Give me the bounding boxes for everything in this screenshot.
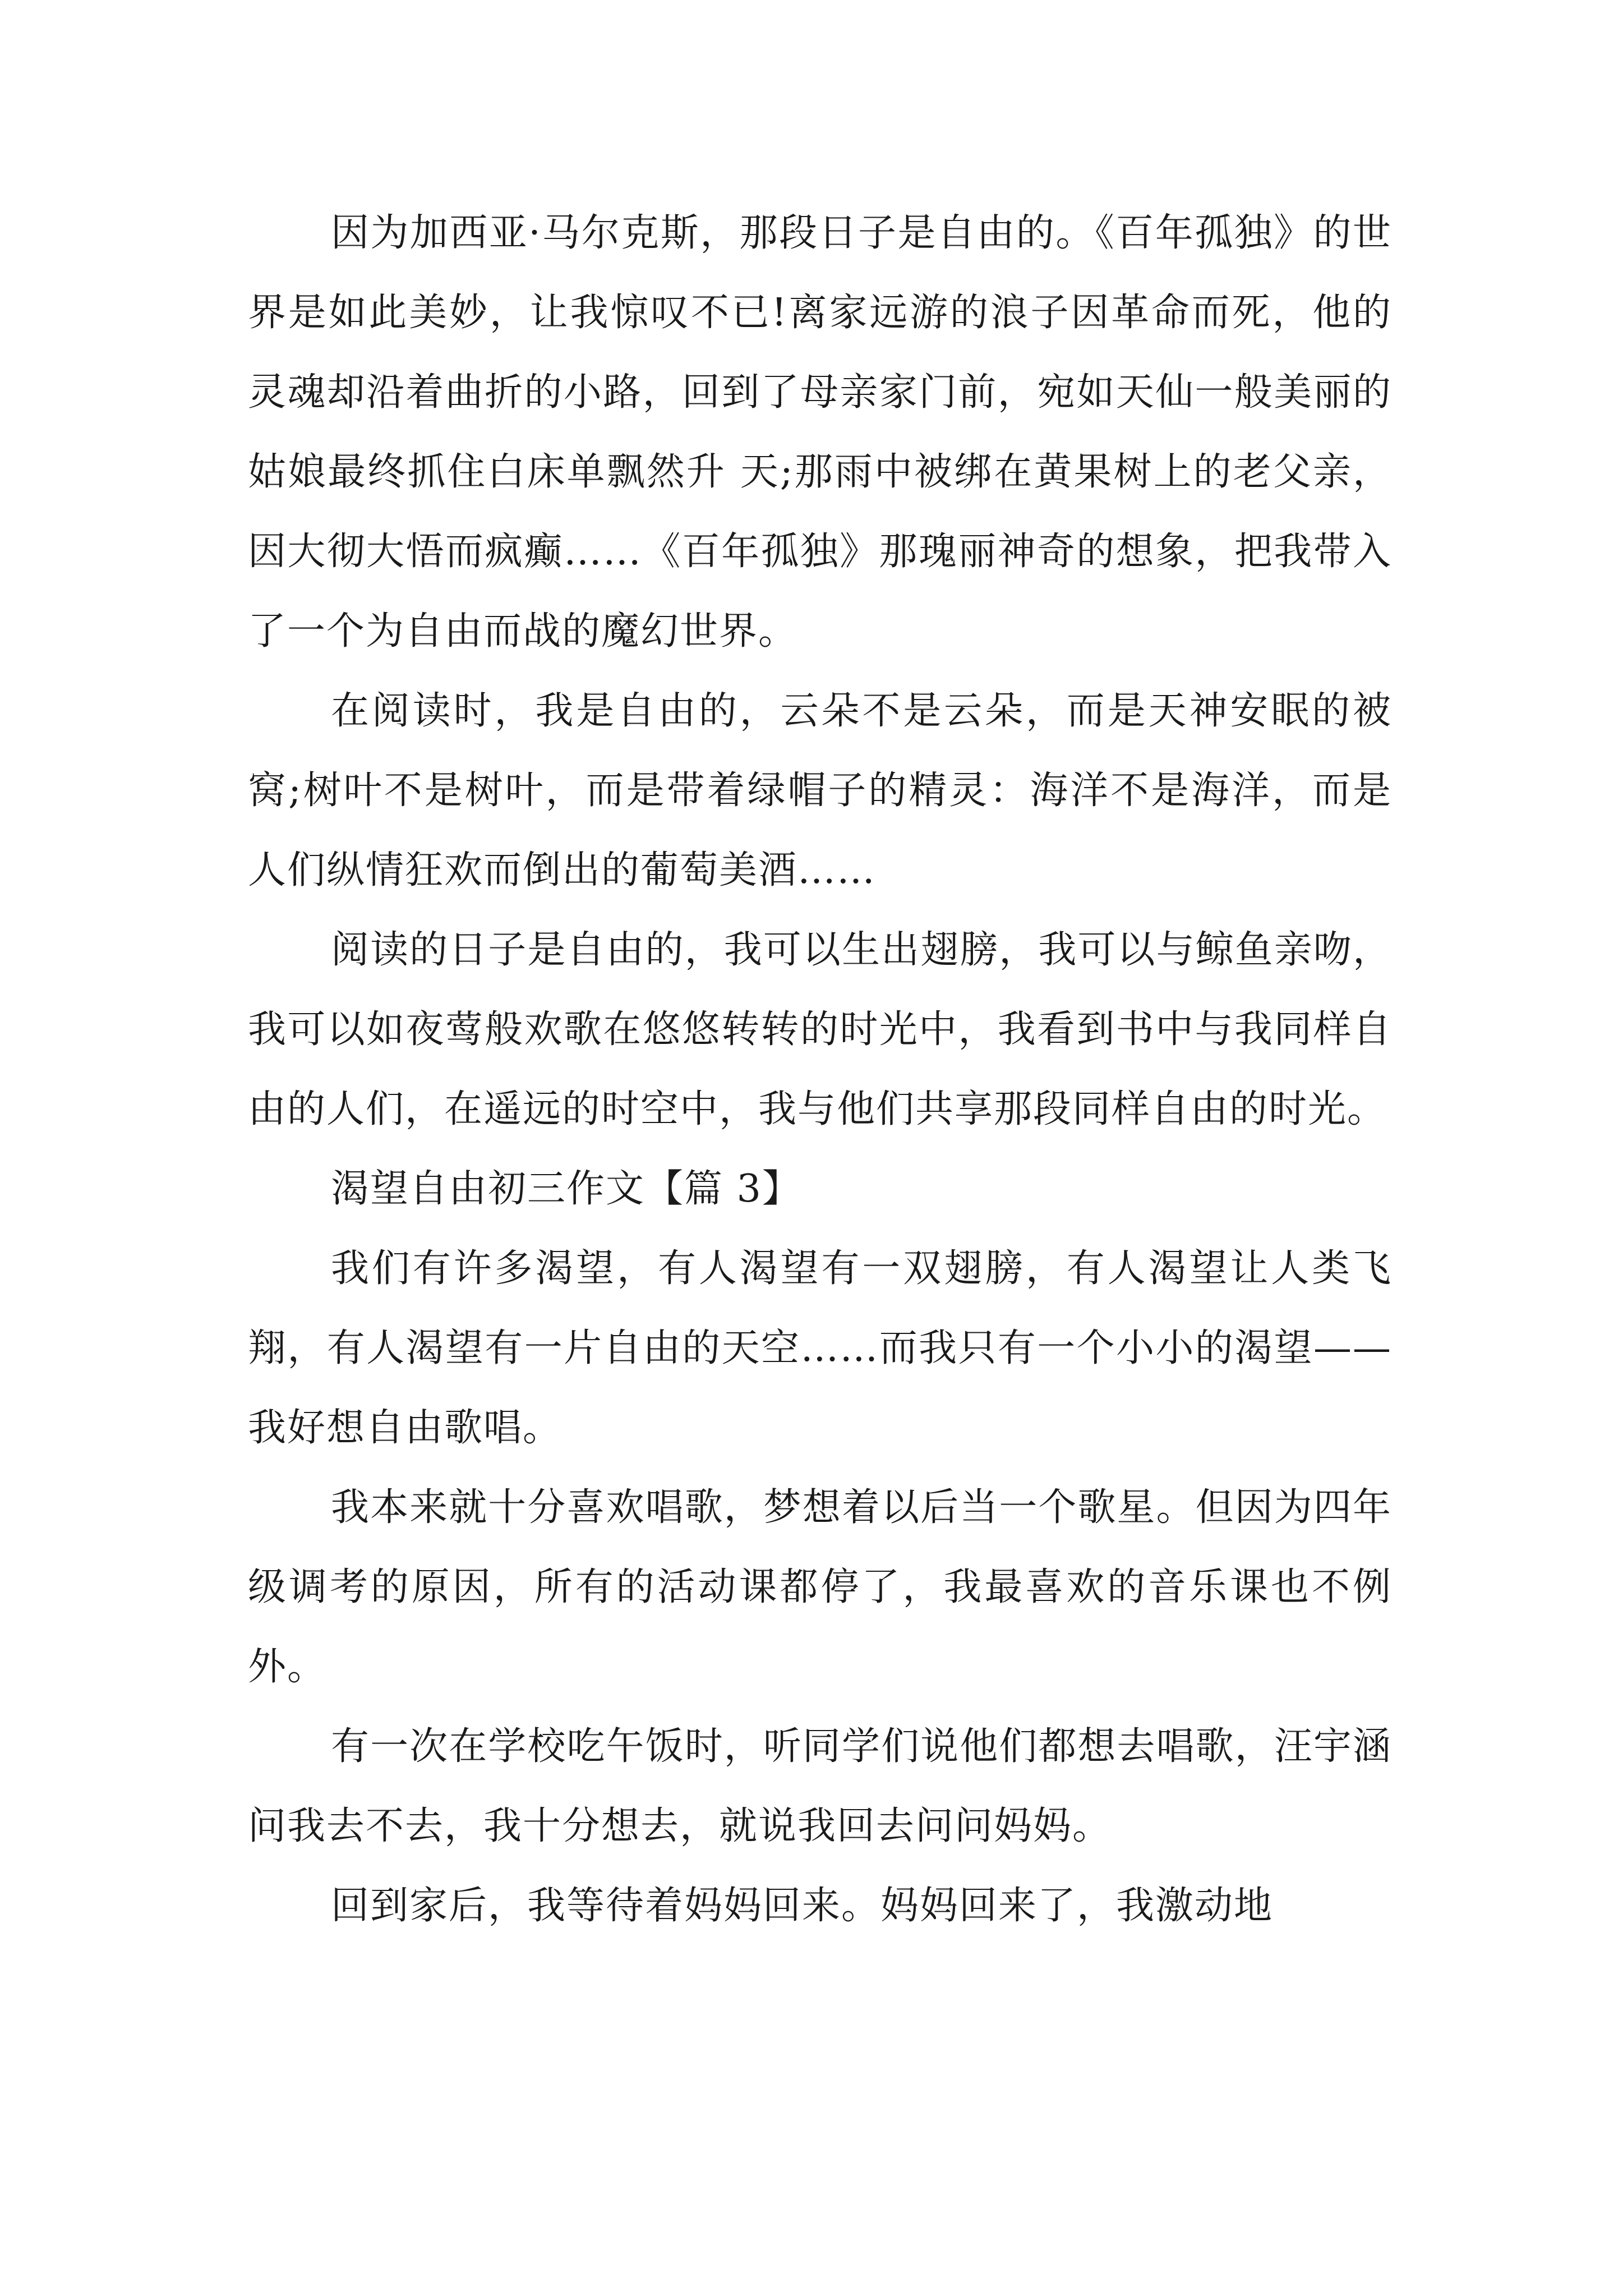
paragraph-7: 回到家后，我等待着妈妈回来。妈妈回来了，我激动地 [331, 1884, 1274, 1928]
paragraph-3: 阅读的日子是自由的，我可以生出翅膀，我可以与鲸鱼亲吻，我可以如夜莺般欢歌在悠悠转转的时光中，我看到书中与我同样自由的人们，在遥远的时空中，我与他们共享那段同样自由的时光。 [248, 928, 1392, 1131]
paragraph-6: 有一次在学校吃午饭时，听同学们说他们都想去唱歌，汪宇涵问我去不去，我十分想去，就说我回去问问妈妈。 [248, 1724, 1392, 1848]
paragraph-4: 我们有许多渴望，有人渴望有一双翅膀，有人渴望让人类飞翔，有人渴望有一片自由的天空……而我只有一个小小的渴望——我好想自由歌唱。 [248, 1246, 1392, 1450]
paragraph-5: 我本来就十分喜欢唱歌，梦想着以后当一个歌星。但因为四年级调考的原因，所有的活动课都停了，我最喜欢的音乐课也不例外。 [248, 1485, 1392, 1689]
document-body [248, 194, 1392, 1946]
paragraph-2: 在阅读时，我是自由的，云朵不是云朵，而是天神安眠的被窝;树叶不是树叶，而是带着绿帽子的精灵：海洋不是海洋，而是人们纵情狂欢而倒出的葡萄美酒…… [248, 689, 1392, 892]
paragraph-1: 因为加西亚·马尔克斯，那段日子是自由的。《百年孤独》的世界是如此美妙，让我惊叹不已!离家远游的浪子因革命而死，他的灵魂却沿着曲折的小路，回到了母亲家门前，宛如天仙一般美丽的姑娘最终抓住白床单飘然升 天;那雨中被绑在黄果树上的老父亲，因大彻大悟而疯癫……《百年孤独》那瑰丽神奇的想象，把我带入了一个为自由而战的魔幻世界。 [248, 211, 1392, 654]
section-heading: 渴望自由初三作文【篇 3】 [331, 1167, 801, 1211]
